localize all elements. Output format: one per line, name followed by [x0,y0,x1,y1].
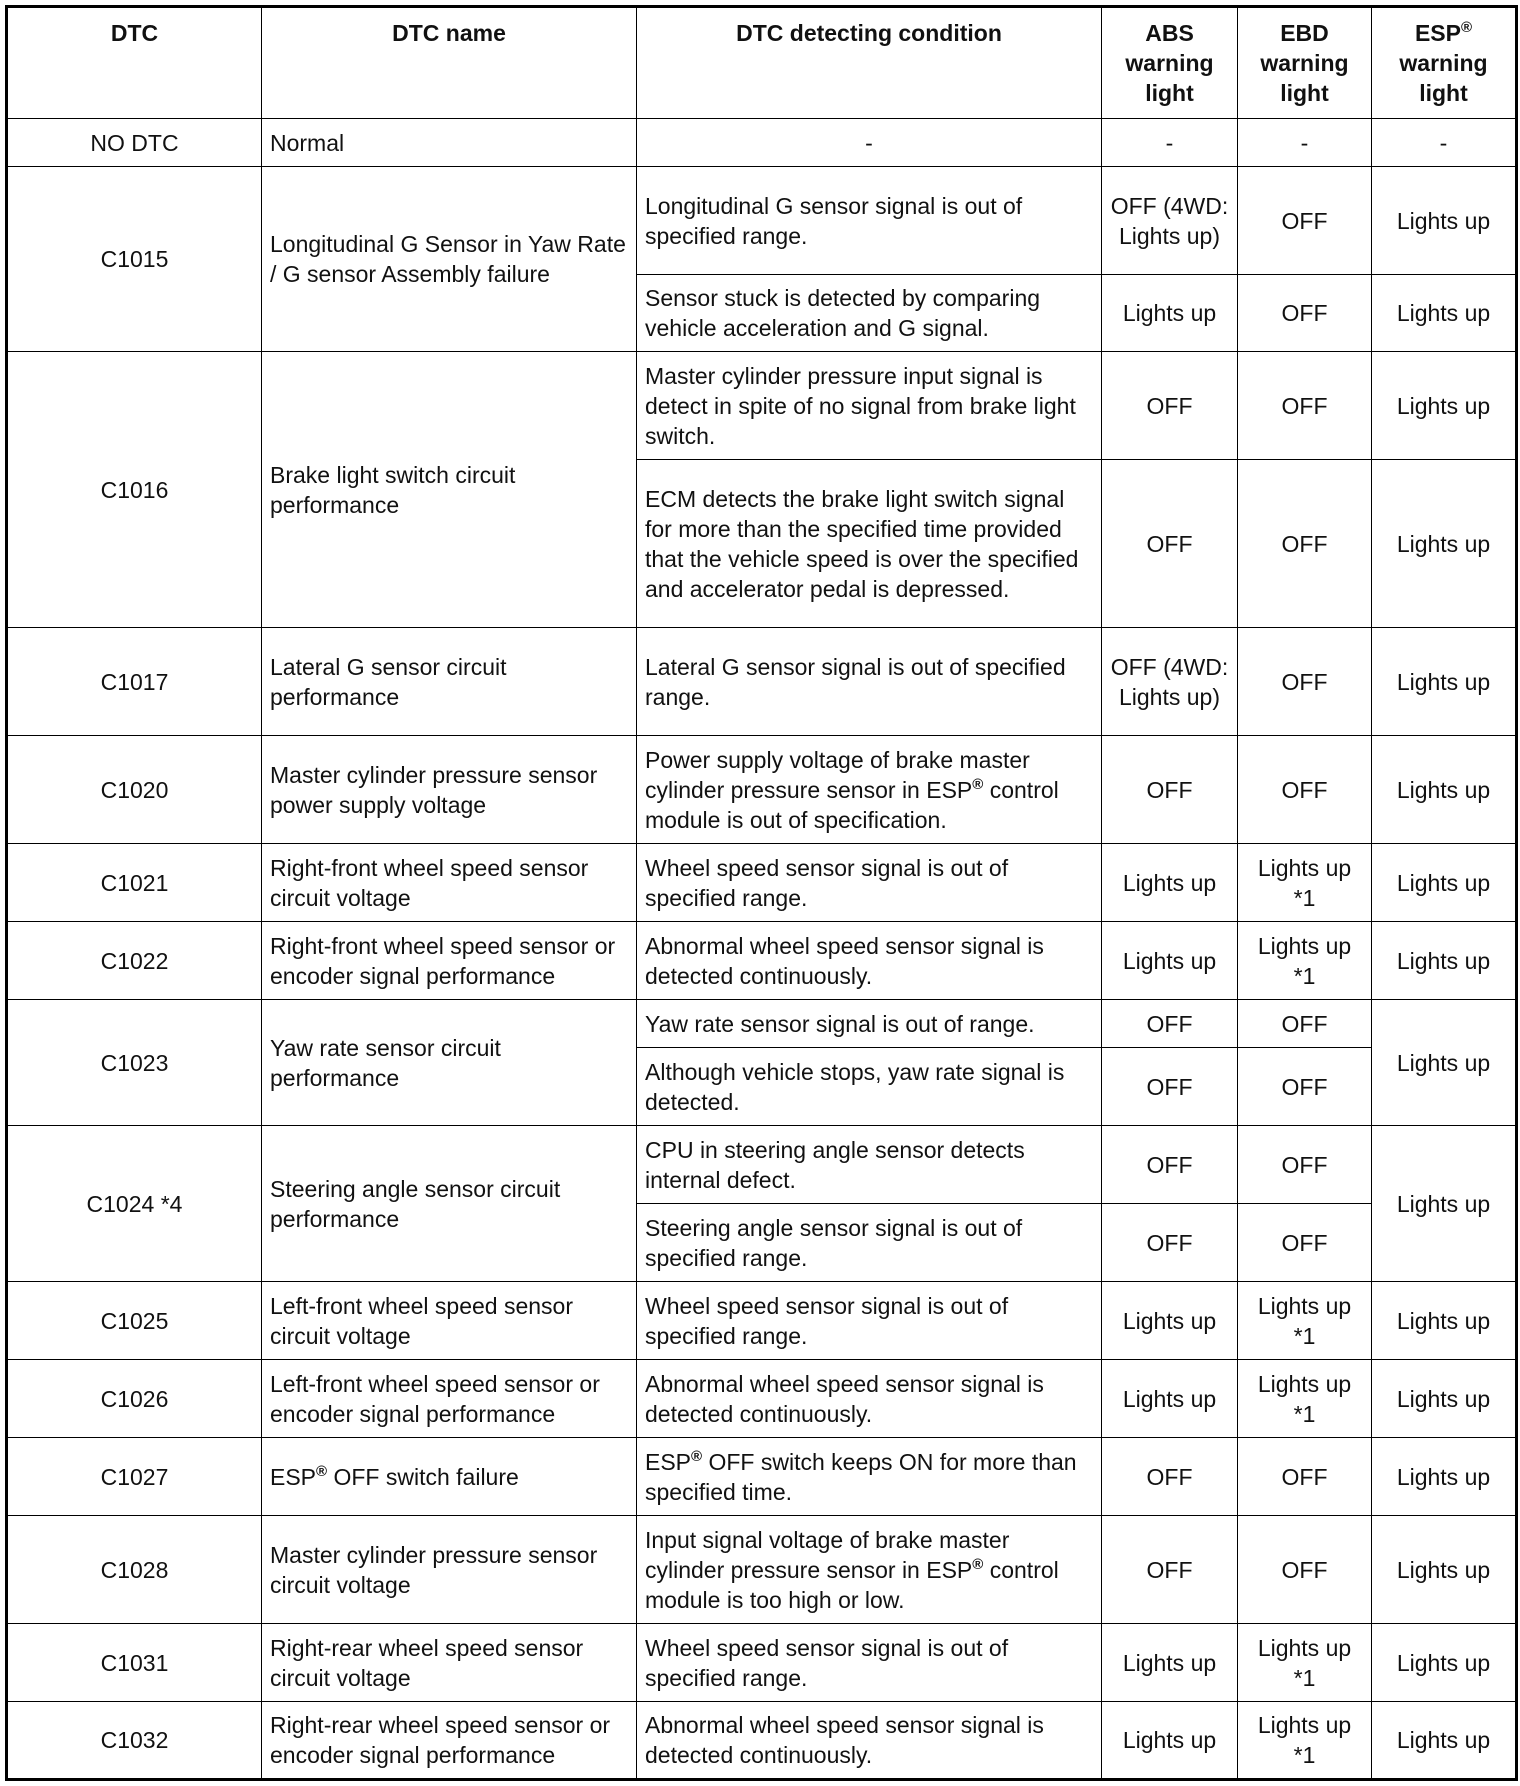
dtc-code: C1031 [7,1624,262,1702]
dtc-code: C1032 [7,1702,262,1780]
dtc-code: C1027 [7,1438,262,1516]
dtc-condition: Master cylinder pressure input signal is detect in spite of no signal from brake light switch. [637,352,1102,460]
dtc-condition: Longitudinal G sensor signal is out of specified range. [637,167,1102,275]
condition-text: Power supply voltage of brake master cylinder pressure sensor in ESP [645,746,1030,803]
header-dtc-name: DTC name [262,7,637,119]
ebd-status: OFF [1238,736,1372,844]
abs-status: OFF [1102,1126,1238,1204]
table-row [7,628,1517,736]
dtc-name: Left-front wheel speed sensor or encoder signal performance [262,1360,637,1438]
dtc-name: Master cylinder pressure sensor power supply voltage [262,736,637,844]
header-row [7,7,1517,119]
esp-status: Lights up [1372,460,1517,628]
table-row [7,1702,1517,1780]
dtc-code: C1026 [7,1360,262,1438]
header-ebd: EBD warning light [1238,7,1372,119]
table-row [7,1000,1517,1048]
ebd-status: OFF [1238,628,1372,736]
dtc-condition [637,1438,1102,1516]
table-row [7,352,1517,460]
abs-status: OFF [1102,460,1238,628]
table-row [7,844,1517,922]
dtc-name: Right-rear wheel speed sensor or encoder signal performance [262,1702,637,1780]
abs-status: Lights up [1102,1360,1238,1438]
abs-status: Lights up [1102,275,1238,352]
dtc-name [262,1438,637,1516]
abs-status: - [1102,119,1238,167]
ebd-status: OFF [1238,1000,1372,1048]
dtc-code: NO DTC [7,119,262,167]
dtc-condition: Wheel speed sensor signal is out of specified range. [637,844,1102,922]
esp-status: Lights up [1372,1126,1517,1282]
header-dtc: DTC [7,7,262,119]
dtc-condition: - [637,119,1102,167]
abs-status: OFF [1102,736,1238,844]
table-row [7,119,1517,167]
dtc-name: Longitudinal G Sensor in Yaw Rate / G sensor Assembly failure [262,167,637,352]
name-text: OFF switch failure [333,1463,519,1490]
ebd-status: OFF [1238,167,1372,275]
dtc-code: C1020 [7,736,262,844]
dtc-name: Yaw rate sensor circuit performance [262,1000,637,1126]
ebd-status: Lights up *1 [1238,1282,1372,1360]
ebd-status: Lights up *1 [1238,1360,1372,1438]
dtc-condition: Wheel speed sensor signal is out of specified range. [637,1624,1102,1702]
dtc-name: Left-front wheel speed sensor circuit voltage [262,1282,637,1360]
ebd-status: OFF [1238,352,1372,460]
header-esp [1372,7,1517,119]
esp-status: Lights up [1372,844,1517,922]
dtc-name: Brake light switch circuit performance [262,352,637,628]
abs-status: OFF [1102,1516,1238,1624]
dtc-condition: Sensor stuck is detected by comparing vehicle acceleration and G signal. [637,275,1102,352]
abs-status: OFF [1102,1438,1238,1516]
ebd-status: Lights up *1 [1238,1624,1372,1702]
dtc-table-page [5,5,1515,1781]
name-text: ESP [270,1463,317,1490]
abs-status: Lights up [1102,844,1238,922]
esp-status: Lights up [1372,1000,1517,1126]
dtc-name: Lateral G sensor circuit performance [262,628,637,736]
dtc-code: C1028 [7,1516,262,1624]
abs-status: OFF [1102,1000,1238,1048]
dtc-code: C1024 *4 [7,1126,262,1282]
header-condition: DTC detecting condition [637,7,1102,119]
table-row [7,1282,1517,1360]
table-row [7,1438,1517,1516]
esp-status: Lights up [1372,1282,1517,1360]
header-esp-suffix: warning light [1399,50,1488,106]
ebd-status: Lights up *1 [1238,922,1372,1000]
esp-status: Lights up [1372,922,1517,1000]
registered-mark: ® [316,1462,328,1480]
table-row [7,167,1517,275]
dtc-code: C1015 [7,167,262,352]
dtc-condition: Lateral G sensor signal is out of specified range. [637,628,1102,736]
dtc-condition: Yaw rate sensor signal is out of range. [637,1000,1102,1048]
dtc-condition: Abnormal wheel speed sensor signal is detected continuously. [637,1702,1102,1780]
esp-status: Lights up [1372,1702,1517,1780]
ebd-status: Lights up *1 [1238,1702,1372,1780]
esp-status: Lights up [1372,275,1517,352]
dtc-code: C1017 [7,628,262,736]
dtc-condition: CPU in steering angle sensor detects internal defect. [637,1126,1102,1204]
table-row [7,922,1517,1000]
esp-status: Lights up [1372,352,1517,460]
esp-status: - [1372,119,1517,167]
abs-status: OFF [1102,1204,1238,1282]
condition-text: Input signal voltage of brake master cylinder pressure sensor in ESP [645,1526,1010,1583]
ebd-status: OFF [1238,1126,1372,1204]
ebd-status: Lights up *1 [1238,844,1372,922]
esp-status: Lights up [1372,628,1517,736]
ebd-status: OFF [1238,1516,1372,1624]
dtc-code: C1021 [7,844,262,922]
abs-status: Lights up [1102,922,1238,1000]
ebd-status: OFF [1238,460,1372,628]
esp-status: Lights up [1372,1360,1517,1438]
dtc-name: Right-rear wheel speed sensor circuit voltage [262,1624,637,1702]
dtc-condition: Wheel speed sensor signal is out of specified range. [637,1282,1102,1360]
header-esp-prefix: ESP [1414,20,1461,46]
abs-status: OFF [1102,1048,1238,1126]
abs-status: OFF (4WD: Lights up) [1102,167,1238,275]
abs-status: Lights up [1102,1702,1238,1780]
dtc-name: Steering angle sensor circuit performance [262,1126,637,1282]
dtc-code: C1023 [7,1000,262,1126]
dtc-condition: Although vehicle stops, yaw rate signal is detected. [637,1048,1102,1126]
dtc-code: C1025 [7,1282,262,1360]
ebd-status: - [1238,119,1372,167]
dtc-code: C1016 [7,352,262,628]
dtc-condition [637,1516,1102,1624]
abs-status: Lights up [1102,1624,1238,1702]
condition-text: ESP [645,1448,692,1475]
registered-mark: ® [972,1555,984,1573]
ebd-status: OFF [1238,1204,1372,1282]
ebd-status: OFF [1238,275,1372,352]
abs-status: OFF [1102,352,1238,460]
header-abs: ABS warning light [1102,7,1238,119]
dtc-name: Master cylinder pressure sensor circuit voltage [262,1516,637,1624]
dtc-name: Normal [262,119,637,167]
table-row [7,1360,1517,1438]
dtc-condition: Abnormal wheel speed sensor signal is detected continuously. [637,1360,1102,1438]
esp-status: Lights up [1372,167,1517,275]
table-row [7,1126,1517,1204]
dtc-condition: Steering angle sensor signal is out of specified range. [637,1204,1102,1282]
esp-status: Lights up [1372,736,1517,844]
registered-mark: ® [691,1447,703,1465]
dtc-name: Right-front wheel speed sensor circuit voltage [262,844,637,922]
ebd-status: OFF [1238,1438,1372,1516]
dtc-condition: ECM detects the brake light switch signal for more than the specified time provided that the vehicle speed is over the specified and accelerator pedal is depressed. [637,460,1102,628]
condition-text: control module is out of specification. [645,776,1059,833]
esp-status: Lights up [1372,1438,1517,1516]
table-row [7,1516,1517,1624]
registered-mark: ® [972,775,984,793]
dtc-name: Right-front wheel speed sensor or encoder signal performance [262,922,637,1000]
abs-status: OFF (4WD: Lights up) [1102,628,1238,736]
condition-text: control module is too high or low. [645,1556,1059,1613]
table-row [7,736,1517,844]
registered-mark: ® [1460,19,1473,36]
condition-text: OFF switch keeps ON for more than specified time. [645,1448,1077,1505]
esp-status: Lights up [1372,1624,1517,1702]
dtc-condition: Abnormal wheel speed sensor signal is detected continuously. [637,922,1102,1000]
dtc-code: C1022 [7,922,262,1000]
ebd-status: OFF [1238,1048,1372,1126]
dtc-condition [637,736,1102,844]
esp-status: Lights up [1372,1516,1517,1624]
abs-status: Lights up [1102,1282,1238,1360]
table-row [7,1624,1517,1702]
dtc-table [5,5,1518,1781]
